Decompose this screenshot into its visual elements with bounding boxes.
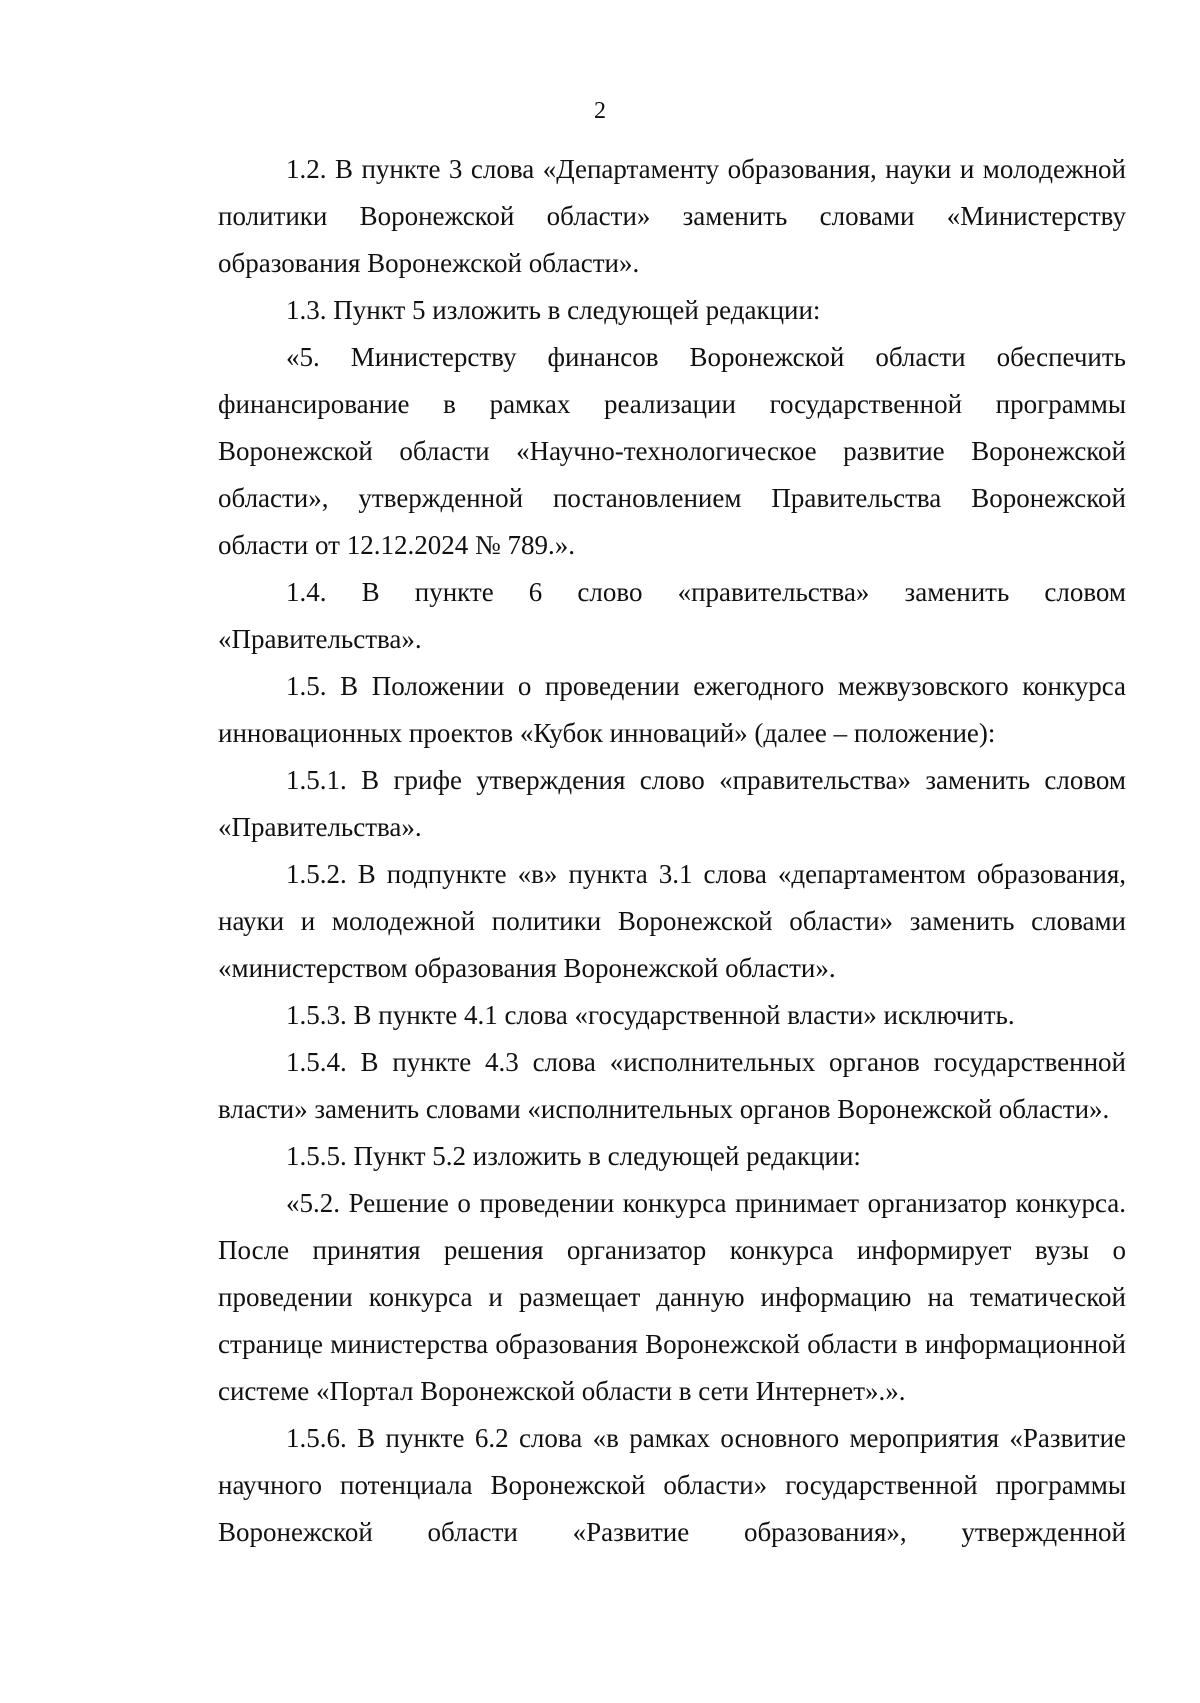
document-body — [218, 146, 1126, 1556]
paragraph-1-5-1: 1.5.1. В грифе утверждения слово «правительства» заменить словом «Правительства». — [218, 765, 1126, 842]
paragraph-1-5-3: 1.5.3. В пункте 4.1 слова «государственной власти» исключить. — [286, 1000, 1015, 1030]
paragraph-clause-5: «5. Министерству финансов Воронежской области обеспечить финансирование в рамках реализации государственной программы Воронежской области «Научно-технологическое развитие Воронежской области», утвержденной постановлением Правительства Воронежской области от 12.12.2024 № 789.». — [218, 342, 1126, 560]
paragraph-1-5-6: 1.5.6. В пункте 6.2 слова «в рамках основного мероприятия «Развитие научного потенциала Воронежской области» государственной программы Воронежской области «Развитие образования», утвержденной — [218, 1423, 1126, 1547]
paragraph-1-3: 1.3. Пункт 5 изложить в следующей редакции: — [286, 295, 821, 325]
paragraph-1-5: 1.5. В Положении о проведении ежегодного межвузовского конкурса инновационных проектов «Кубок инноваций» (далее – положение): — [218, 671, 1126, 748]
paragraph-clause-5-2: «5.2. Решение о проведении конкурса принимает организатор конкурса. После принятия решения организатор конкурса информирует вузы о проведении конкурса и размещает данную информацию на тематической странице министерства образования Воронежской области в информационной системе «Портал Воронежской области в сети Интернет».». — [218, 1188, 1126, 1406]
paragraph-1-5-4: 1.5.4. В пункте 4.3 слова «исполнительных органов государственной власти» заменить словами «исполнительных органов Воронежской области». — [218, 1047, 1126, 1124]
paragraph-1-2: 1.2. В пункте 3 слова «Департаменту образования, науки и молодежной политики Воронежской области» заменить словами «Министерству образования Воронежской области». — [218, 154, 1126, 278]
paragraph-1-5-2: 1.5.2. В подпункте «в» пункта 3.1 слова «департаментом образования, науки и молодежной политики Воронежской области» заменить словами «министерством образования Воронежской области». — [218, 859, 1126, 983]
paragraph-1-5-5: 1.5.5. Пункт 5.2 изложить в следующей редакции: — [286, 1141, 861, 1171]
page-number: 2 — [594, 98, 606, 124]
paragraph-1-4: 1.4. В пункте 6 слово «правительства» заменить словом «Правительства». — [218, 577, 1126, 654]
